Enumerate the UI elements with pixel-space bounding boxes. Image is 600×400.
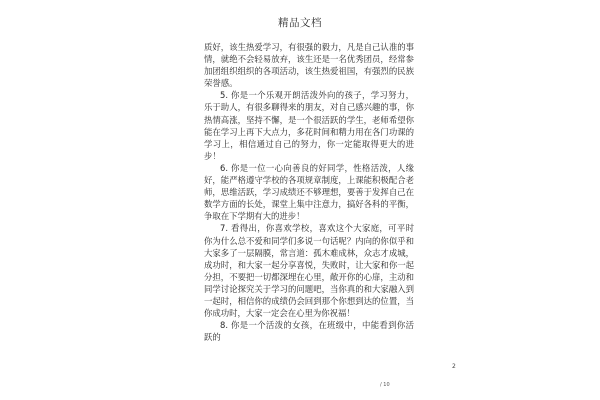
paragraph-comment-7: 7. 看得出，你喜欢学校，喜欢这个大家庭，可平时你为什么总不爱和同学们多说一句话呢？内向的你似乎和大家多了一层隔膜，常言道：孤木难成林，众志才成城，成功时，和大家一起分享喜悦，失败时，让大家和你一起分担，不要把一切都深埋在心里，敞开你的心扉，主动和同学讨论探究关于学习的问题吧，当你真的和大家融入到一起时，相信你的成绩仍会回到那个你想到达的位置，当你成功时，大家一定会在心里为你祝福！ xyxy=(204,223,414,319)
paragraph-continuation: 质好，该生热爱学习，有很强的毅力，凡是自己认准的事情，就绝不会轻易放弃，该生还是一名优秀团员，经常参加团组织组织的各项活动，该生热爱祖国，有强烈的民族荣誉感。 xyxy=(204,42,414,89)
paragraph-comment-5: 5. 你是一个乐观开朗活泼外向的孩子，学习努力，乐于助人，有很多聊得来的朋友，对自己感兴趣的事，你热情高涨，坚持不懈，是一个很活跃的学生，老师希望你能在学习上再下大点力，多花时间和精力用在各门功课的学习上，相信通过自己的努力，你一定能取得更大的进步！ xyxy=(204,90,414,161)
page-counter: / 10 xyxy=(380,382,390,388)
document-header: 精品文档 xyxy=(278,17,322,29)
paragraph-comment-8: 8. 你是一个活泼的女孩，在班级中，中能看到你活跃的 xyxy=(204,320,414,343)
paragraph-comment-6: 6. 你是一位一心向善良的好同学，性格活泼，人缘好，能严格遵守学校的各项规章制度，上课能积极配合老师，思维活跃，学习成绩还不够理想，要善于发挥自己在数学方面的长处，课堂上集中注意力，搞好各科的平衡，争取在下学期有大的进步！ xyxy=(204,162,414,222)
page-number: 2 xyxy=(452,363,456,370)
document-body xyxy=(204,41,414,343)
